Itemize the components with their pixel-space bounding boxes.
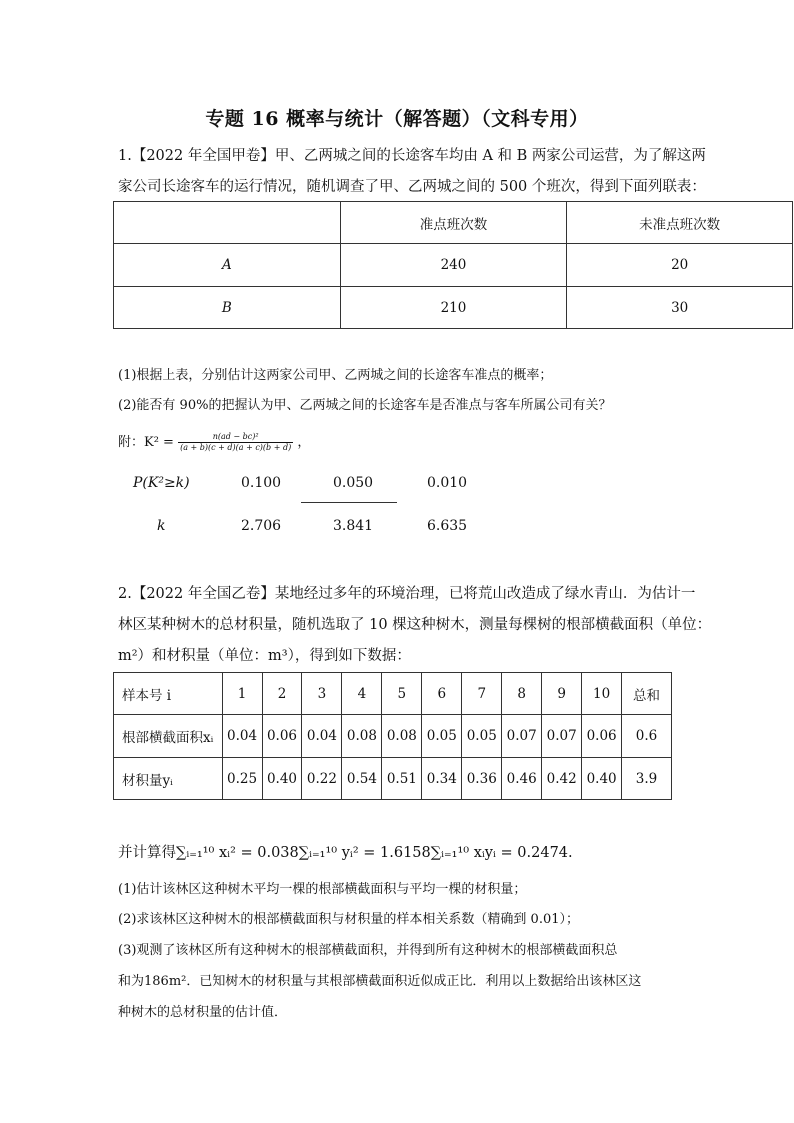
- q1-row-b-ontime: 210: [340, 287, 567, 329]
- q2-header-cell: 9: [542, 673, 582, 715]
- k-table-p-2: 0.050: [333, 475, 374, 491]
- q2-part3-line1: (3)观测了该林区所有这种树木的根部横截面积，并得到所有这种树木的根部横截面积总: [118, 943, 618, 958]
- q2-part2: (2)求该林区这种树木的根部横截面积与材积量的样本相关系数（精确到 0.01）；: [118, 912, 579, 927]
- q2-row-x-cell: 0.6: [622, 715, 672, 758]
- q2-row-y-cell: 0.36: [462, 758, 502, 800]
- k-table-k-1: 2.706: [241, 518, 282, 534]
- q1-header-late: 未准点班次数: [567, 202, 793, 244]
- q2-part3-line3: 种树木的总材积量的估计值．: [118, 1005, 288, 1020]
- q2-header-cell: 1: [222, 673, 262, 715]
- q2-header-label: 样本号 i: [114, 673, 223, 715]
- q2-header-cell: 8: [502, 673, 542, 715]
- q1-header-ontime: 准点班次数: [340, 202, 567, 244]
- k-table-p-label: P(K²≥k): [133, 475, 190, 491]
- q1-line2: 家公司长途客车的运行情况，随机调查了甲、乙两城之间的 500 个班次，得到下面列联表：: [118, 179, 706, 195]
- q2-header-cell: 6: [422, 673, 462, 715]
- k-table-k-label: k: [157, 518, 166, 534]
- q2-header-cell: 4: [342, 673, 382, 715]
- q2-row-x-cell: 0.07: [542, 715, 582, 758]
- q2-row-x-cell: 0.06: [262, 715, 302, 758]
- q2-row-x-cell: 0.05: [422, 715, 462, 758]
- k-table-k-3: 6.635: [427, 518, 468, 534]
- q2-data-table: [113, 672, 672, 800]
- q1-part1: (1)根据上表，分别估计这两家公司甲、乙两城之间的长途客车准点的概率；: [118, 368, 553, 383]
- q2-calc: 并计算得∑ᵢ₌₁¹⁰ xᵢ² = 0.038∑ᵢ₌₁¹⁰ yᵢ² = 1.6158∑ᵢ₌₁¹⁰ xᵢyᵢ = 0.2474.: [118, 845, 573, 861]
- formula-numerator: n(ad − bc)²: [178, 432, 293, 443]
- q1-row-a-ontime: 240: [340, 244, 567, 287]
- q2-row-x-cell: 0.06: [582, 715, 622, 758]
- q1-part2: (2)能否有 90%的把握认为甲、乙两城之间的长途客车是否准点与客车所属公司有关？: [118, 398, 612, 413]
- q2-header-cell: 总和: [622, 673, 672, 715]
- formula-fraction: [178, 432, 293, 453]
- q1-header-empty: [114, 202, 341, 244]
- q2-row-x-cell: 0.08: [342, 715, 382, 758]
- page-title: 专题 16 概率与统计（解答题）（文科专用）: [205, 108, 589, 130]
- q2-row-y-label: 材积量yᵢ: [114, 758, 223, 800]
- q2-row-x-cell: 0.08: [382, 715, 422, 758]
- k-table-p-3: 0.010: [427, 475, 468, 491]
- q1-row-b-label: B: [114, 287, 341, 329]
- q2-row-y-cell: 0.46: [502, 758, 542, 800]
- q2-part1: (1)估计该林区这种树木平均一棵的根部横截面积与平均一棵的材积量；: [118, 882, 527, 897]
- k-table-k-2: 3.841: [333, 518, 374, 534]
- q2-row-y-cell: 3.9: [622, 758, 672, 800]
- q2-row-x-label: 根部横截面积xᵢ: [114, 715, 223, 758]
- q2-row-x-cell: 0.04: [222, 715, 262, 758]
- q2-row-y-cell: 0.25: [222, 758, 262, 800]
- q2-row-y-cell: 0.51: [382, 758, 422, 800]
- formula-suffix: ，: [297, 435, 311, 450]
- formula-prefix: 附：K² =: [118, 435, 179, 450]
- q1-row-a-late: 20: [567, 244, 793, 287]
- q2-row-y-cell: 0.42: [542, 758, 582, 800]
- q1-contingency-table: [113, 201, 793, 329]
- q2-row-y-cell: 0.34: [422, 758, 462, 800]
- formula-denominator: (a + b)(c + d)(a + c)(b + d): [180, 443, 292, 452]
- q2-header-cell: 3: [302, 673, 342, 715]
- q2-row-y-cell: 0.22: [302, 758, 342, 800]
- q2-row-y-cell: 0.54: [342, 758, 382, 800]
- q2-header-cell: 7: [462, 673, 502, 715]
- k-table-p-1: 0.100: [241, 475, 282, 491]
- q2-header-cell: 10: [582, 673, 622, 715]
- q1-row-b-late: 30: [567, 287, 793, 329]
- q1-line1: 1.【2022 年全国甲卷】甲、乙两城之间的长途客车均由 A 和 B 两家公司运营，为了解这两: [118, 148, 706, 164]
- q2-header-cell: 5: [382, 673, 422, 715]
- k-table-divider: [301, 502, 397, 503]
- q2-row-x-cell: 0.05: [462, 715, 502, 758]
- q2-line3: m²）和材积量（单位：m³），得到如下数据：: [118, 648, 411, 664]
- q2-line1: 2.【2022 年全国乙卷】某地经过多年的环境治理，已将荒山改造成了绿水青山．为估计一: [118, 586, 696, 602]
- q2-line2: 林区某种树木的总材积量，随机选取了 10 棵这种树木，测量每棵树的根部横截面积（单位：: [118, 617, 712, 633]
- q2-row-x-cell: 0.04: [302, 715, 342, 758]
- q1-row-a-label: A: [114, 244, 341, 287]
- q2-row-y-cell: 0.40: [262, 758, 302, 800]
- q2-header-cell: 2: [262, 673, 302, 715]
- q2-part3-line2: 和为186m²．已知树木的材积量与其根部横截面积近似成正比．利用以上数据给出该林区这: [118, 974, 642, 989]
- q2-row-y-cell: 0.40: [582, 758, 622, 800]
- q2-row-x-cell: 0.07: [502, 715, 542, 758]
- q1-formula: [118, 432, 310, 453]
